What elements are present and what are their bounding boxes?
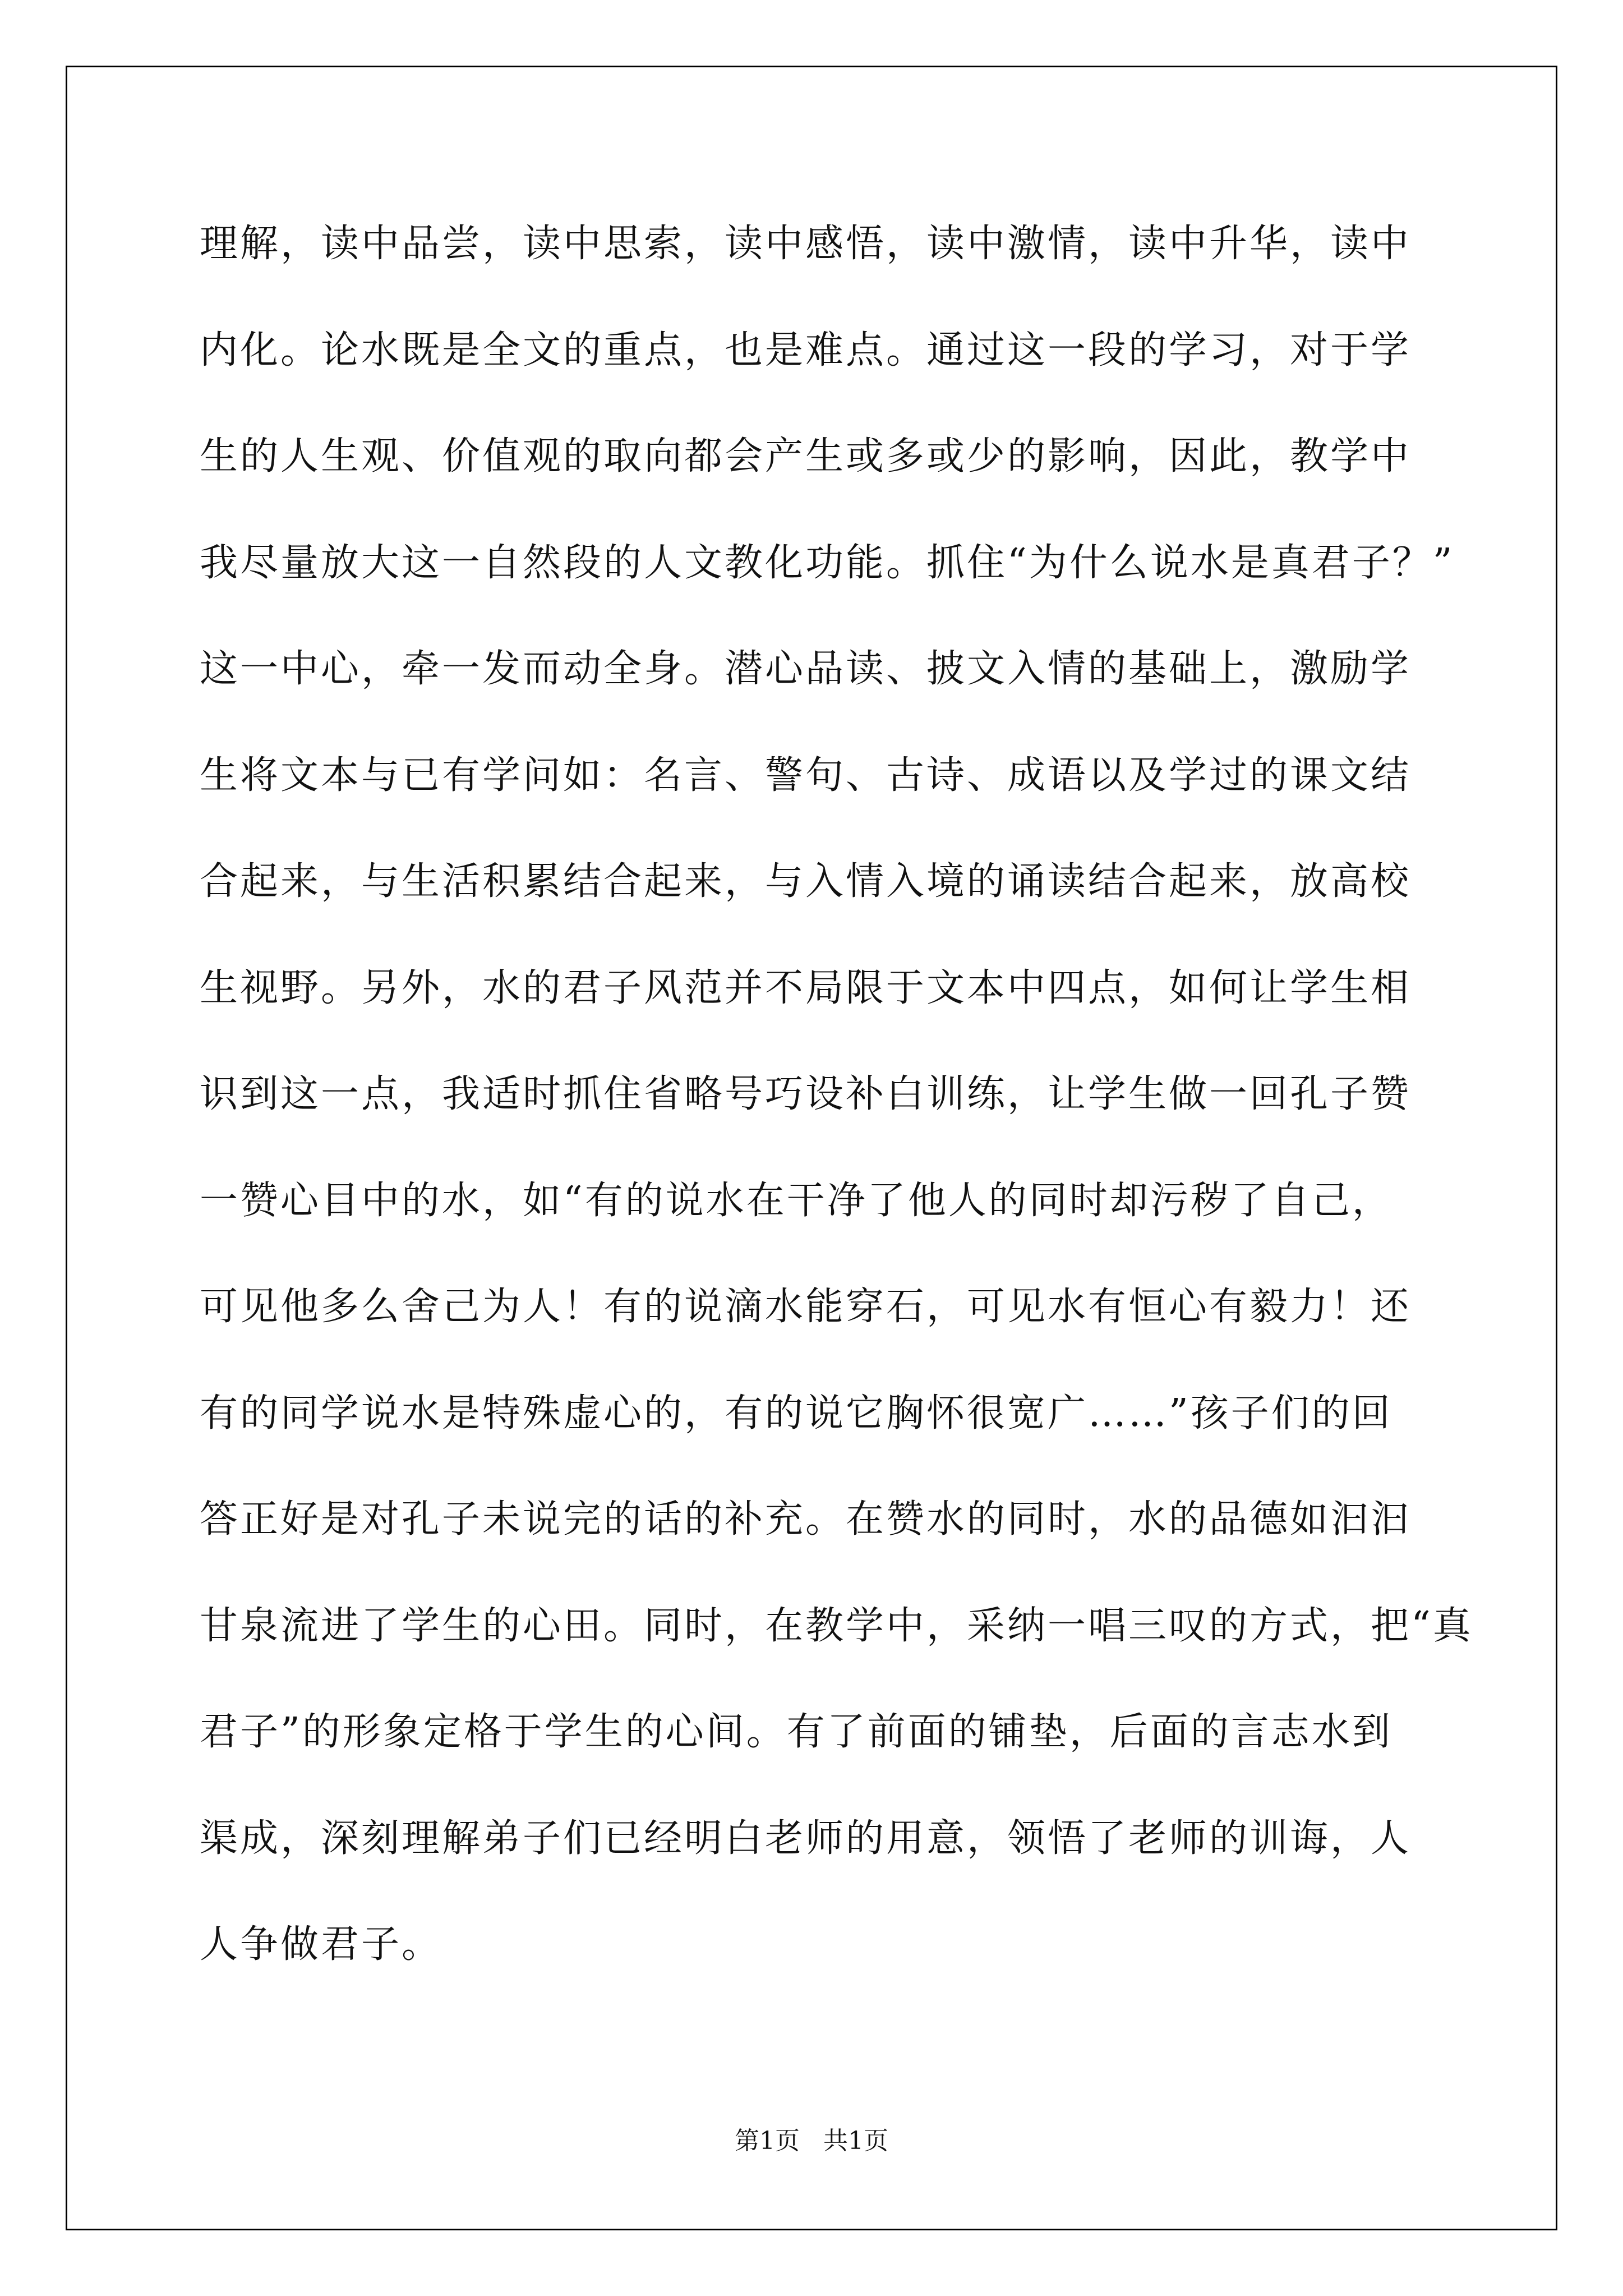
text-line: 生的人生观、价值观的取向都会产生或多或少的影响，因此，教学中 [200, 434, 1412, 478]
text-line: 合起来，与生活积累结合起来，与入情入境的诵读结合起来，放高校 [200, 859, 1412, 904]
text-line: 可见他多么舍己为人！有的说滴水能穿石，可见水有恒心有毅力！还 [200, 1285, 1412, 1329]
text-line: 渠成，深刻理解弟子们已经明白老师的用意，领悟了老师的训诲，人 [200, 1816, 1412, 1861]
text-line: 内化。论水既是全文的重点，也是难点。通过这一段的学习，对于学 [200, 328, 1412, 372]
text-line: 识到这一点，我适时抓住省略号巧设补白训练，让学生做一回孔子赞 [200, 1072, 1412, 1116]
text-line: 这一中心，牵一发而动全身。潜心品读、披文入情的基础上，激励学 [200, 647, 1412, 691]
page-footer: 第1页 共1页 [735, 2127, 888, 2155]
text-line: 我尽量放大这一自然段的人文教化功能。抓住“为什么说水是真君子？” [200, 540, 1455, 585]
text-line: 甘泉流进了学生的心田。同时，在教学中，采纳一唱三叹的方式，把“真 [200, 1603, 1473, 1648]
text-line: 君子”的形象定格于学生的心间。有了前面的铺垫，后面的言志水到 [200, 1710, 1393, 1754]
text-line: 生将文本与已有学问如：名言、警句、古诗、成语以及学过的课文结 [200, 753, 1412, 798]
text-line: 生视野。另外，水的君子风范并不局限于文本中四点，如何让学生相 [200, 965, 1412, 1010]
text-line: 有的同学说水是特殊虚心的，有的说它胸怀很宽广……”孩子们的回 [200, 1391, 1393, 1435]
text-line: 人争做君子。 [200, 1922, 442, 1967]
text-line: 理解，读中品尝，读中思索，读中感悟，读中激情，读中升华，读中 [200, 222, 1412, 266]
text-line: 答正好是对孔子未说完的话的补充。在赞水的同时，水的品德如汩汩 [200, 1497, 1412, 1542]
body-text [200, 219, 1473, 2026]
text-line: 一赞心目中的水，如“有的说水在干净了他人的同时却污秽了自己， [200, 1178, 1393, 1223]
